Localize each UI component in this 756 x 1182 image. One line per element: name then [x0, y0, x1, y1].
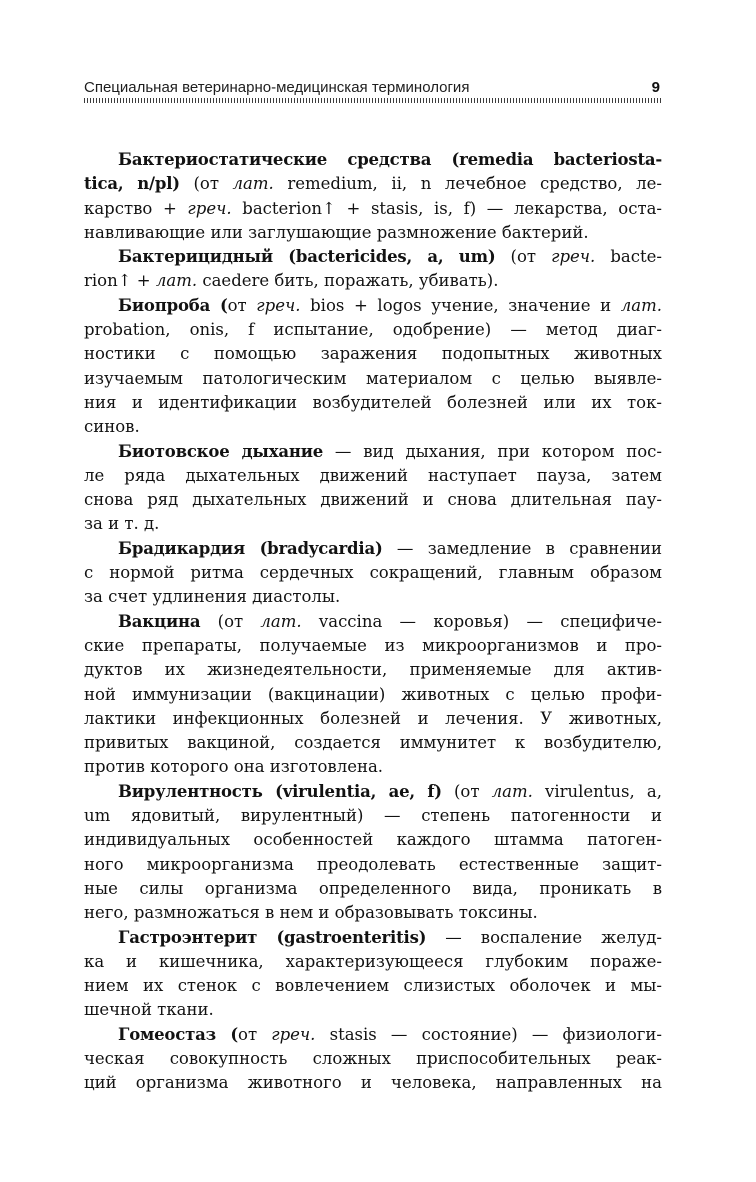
headword: Бактерицидный (bactericides, a, um) [118, 247, 496, 267]
definition-text: (от [200, 611, 261, 631]
text-line [84, 1023, 662, 1047]
text-line: ния и идентификации возбудителей болезней или их ток- [84, 392, 662, 412]
definition-text: stasis — состояние) — физиологи- [315, 1024, 662, 1044]
headword: tica, n/pl) [84, 174, 180, 194]
text-line: нием их стенок с вовлечением слизистых оболочек и мы- [84, 976, 662, 996]
headword: Брадикардия (bradycardia) [118, 538, 383, 558]
text-line: шечной ткани. [84, 1000, 214, 1020]
page-number: 9 [651, 79, 660, 96]
text-line: против которого она изготовлена. [84, 757, 384, 777]
definition-text: — воспаление желуд- [426, 927, 662, 947]
definition-text: (от [441, 781, 492, 801]
text-line: привитых вакциной, создается иммунитет к возбудителю, [84, 733, 662, 753]
text-line: ле ряда дыхательных движений наступает пауза, затем [84, 465, 662, 485]
dictionary-entry [84, 610, 662, 780]
text-line: ка и кишечника, характеризующееся глубоким пораже- [84, 951, 662, 971]
definition-text: (от [179, 174, 233, 194]
text-line: um ядовитый, вирулентный) — степень патогенности и [84, 806, 662, 826]
language-label: лат. [155, 271, 198, 291]
text-line: ностики с помощью заражения подопытных животных [84, 344, 662, 364]
text-line: ские препараты, получаемые из микроорганизмов и про- [84, 635, 662, 655]
dictionary-entry [84, 1023, 662, 1096]
language-label: греч. [187, 198, 232, 218]
dictionary-text [84, 148, 662, 1096]
definition-text: bacterion↑ + stasis, is, f) — лекарства, оста- [231, 198, 662, 218]
definition-text: virulentus, a, [532, 781, 662, 801]
headword: Бактериостатические средства (remedia bacteriosta- [118, 150, 662, 169]
text-line: синов. [84, 417, 140, 437]
language-label: лат. [260, 611, 302, 631]
definition-text: caedere бить, поражать, убивать). [197, 271, 499, 291]
text-line [84, 780, 662, 804]
text-line: ций организма животного и человека, направленных на [84, 1073, 662, 1093]
headword: Биотовское дыхание [118, 441, 324, 461]
headword: Биопроба ( [118, 295, 228, 315]
text-line: за счет удлинения диастолы. [84, 587, 341, 607]
text-line [84, 440, 662, 464]
definition-text: карство + [84, 198, 188, 218]
dictionary-entry [84, 245, 662, 294]
running-title: Специальная ветеринарно-медицинская терминология [84, 79, 470, 96]
text-line [84, 269, 662, 293]
text-line: ного микроорганизма преодолевать естественные защит- [84, 854, 662, 874]
running-head [84, 78, 662, 98]
definition-text: rion↑ + [84, 271, 156, 291]
headword: Гастроэнтерит (gastroenteritis) [118, 927, 427, 947]
text-line: probation, onis, f испытание, одобрение) — метод диаг- [84, 320, 662, 340]
text-line: ческая совокупность сложных приспособительных реак- [84, 1048, 662, 1068]
definition-text: remedium, ii, n лечебное средство, ле- [273, 174, 662, 194]
text-line: снова ряд дыхательных движений и снова длительная пау- [84, 490, 662, 510]
definition-text: bacte- [595, 247, 662, 267]
text-line [84, 245, 662, 269]
definition-text: — вид дыхания, при котором пос- [323, 441, 662, 461]
definition-text: от [238, 1024, 272, 1044]
headword: Гомеостаз ( [118, 1024, 239, 1044]
text-line: изучаемым патологическим материалом с целью выявле- [84, 368, 662, 388]
language-label: греч. [256, 295, 301, 315]
definition-text: (от [495, 247, 552, 267]
text-line [84, 172, 662, 196]
dictionary-entry [84, 926, 662, 1023]
text-line: индивидуальных особенностей каждого штамма патоген- [84, 830, 662, 850]
text-line: лактики инфекционных болезней и лечения. У животных, [84, 708, 662, 728]
headword: Вакцина [118, 611, 201, 631]
language-label: лат. [491, 781, 533, 801]
text-line: с нормой ритма сердечных сокращений, главным образом [84, 563, 662, 583]
definition-text: — замедление в сравнении [382, 538, 662, 558]
text-line: него, размножаться в нем и образовывать токсины. [84, 903, 538, 923]
text-line [84, 197, 662, 221]
text-line [84, 537, 662, 561]
language-label: лат. [232, 174, 274, 194]
text-line [84, 610, 662, 634]
language-label: лат. [620, 295, 662, 315]
dictionary-entry [84, 537, 662, 610]
text-line [84, 148, 662, 172]
headword: Вирулентность (virulentia, ae, f) [118, 781, 442, 801]
definition-text: от [227, 295, 257, 315]
definition-text: vaccina — коровья) — специфиче- [301, 611, 662, 631]
dictionary-entry [84, 780, 662, 926]
dictionary-entry [84, 294, 662, 440]
text-line [84, 294, 662, 318]
definition-text: bios + logos учение, значение и [300, 295, 621, 315]
text-line: дуктов их жизнедеятельности, применяемые для актив- [84, 660, 662, 680]
header-rule [84, 98, 662, 103]
text-line: навливающие или заглушающие размножение бактерий. [84, 222, 589, 242]
text-line [84, 926, 662, 950]
language-label: греч. [551, 247, 596, 267]
text-line: ной иммунизации (вакцинации) животных с целью профи- [84, 684, 662, 704]
dictionary-entry [84, 440, 662, 537]
text-line: за и т. д. [84, 514, 160, 534]
language-label: греч. [271, 1024, 316, 1044]
text-line: ные силы организма определенного вида, проникать в [84, 878, 662, 898]
dictionary-entry [84, 148, 662, 245]
